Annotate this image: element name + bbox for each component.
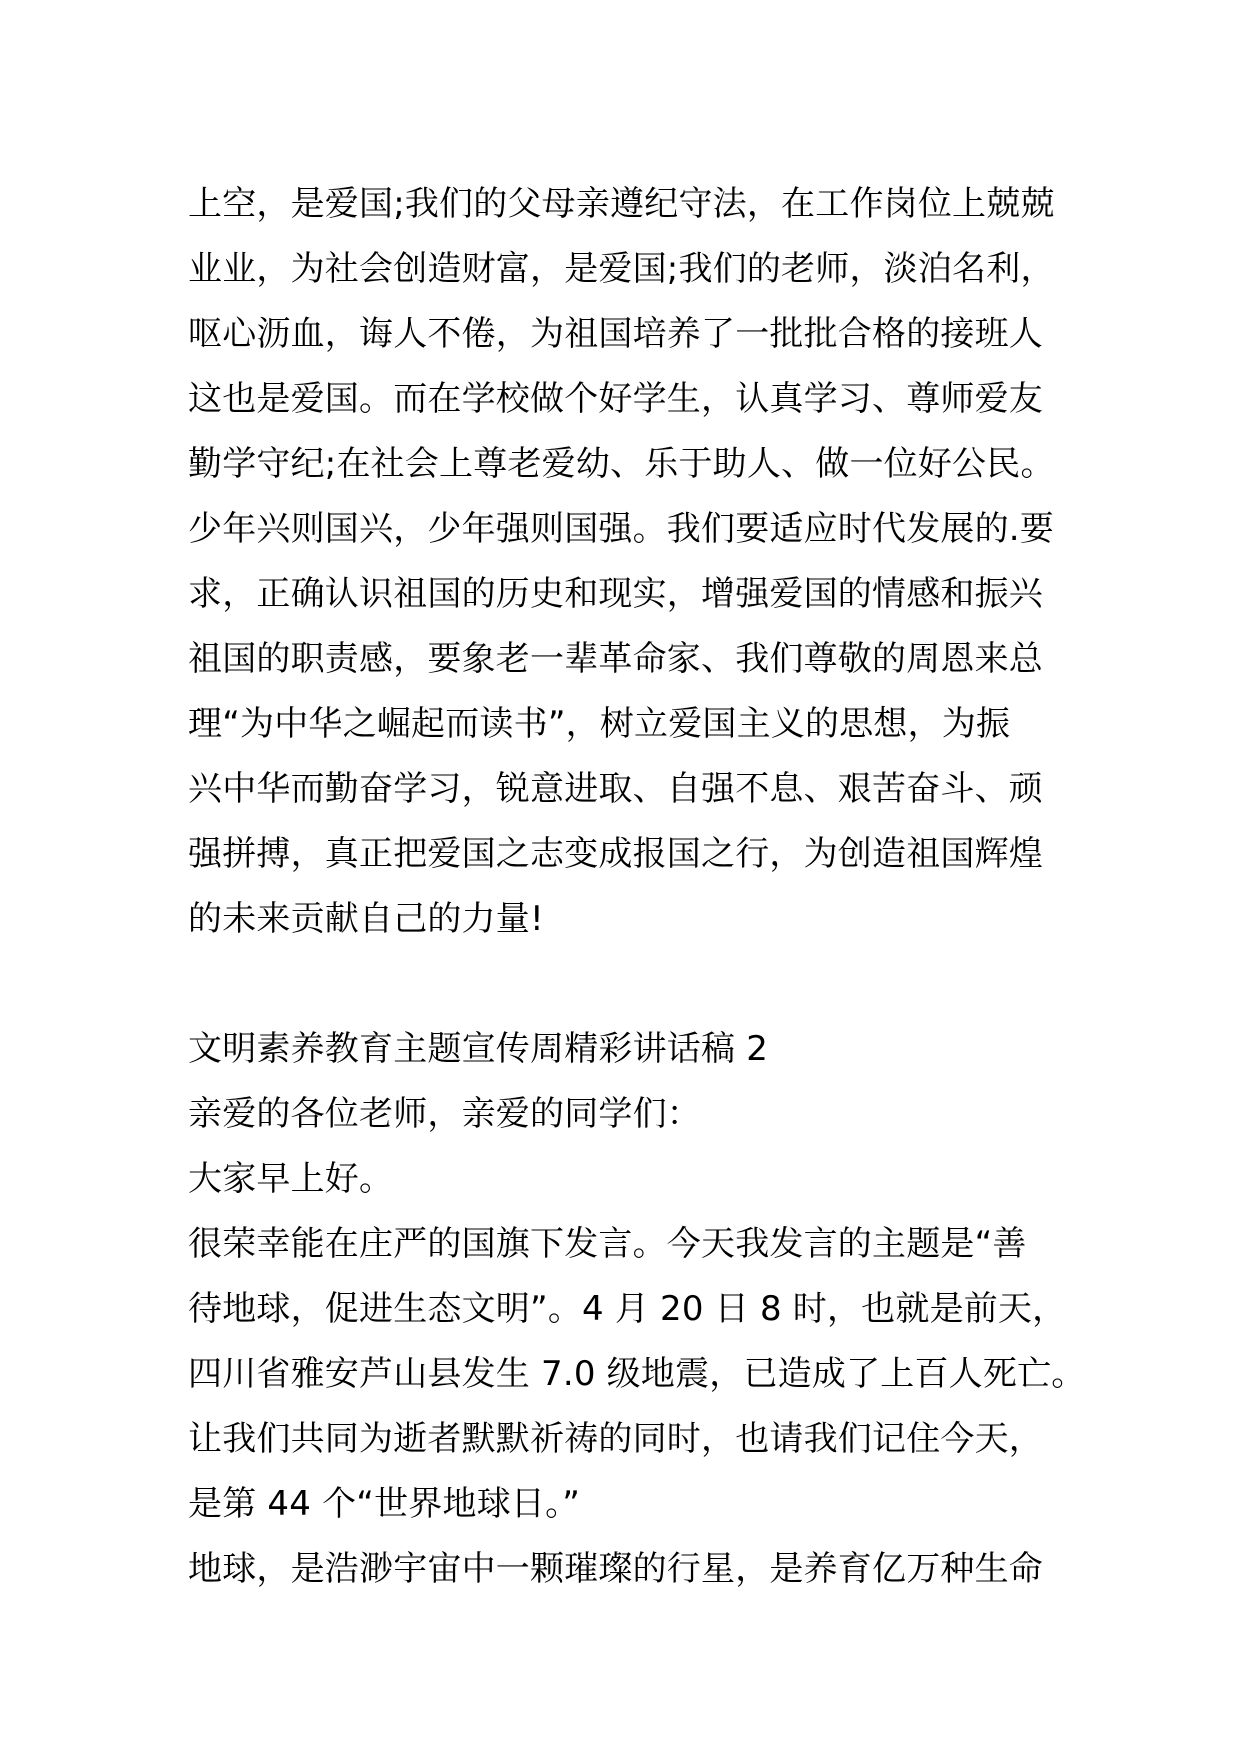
text-line: 待地球，促进生态文明”。4 月 20 日 8 时，也就是前天， xyxy=(188,1289,1067,1329)
text-line: 这也是爱国。而在学校做个好学生，认真学习、尊师爱友 xyxy=(188,379,1043,419)
text-line: 勤学守纪;在社会上尊老爱幼、乐于助人、做一位好公民。 xyxy=(188,444,1055,484)
blank-line xyxy=(188,952,1068,1017)
text-line: 上空，是爱国;我们的父母亲遵纪守法，在工作岗位上兢兢 xyxy=(188,184,1055,224)
document-body xyxy=(188,172,1086,1602)
salutation: 亲爱的各位老师，亲爱的同学们： xyxy=(188,1094,701,1134)
text-line: 求，正确认识祖国的历史和现实，增强爱国的情感和振兴 xyxy=(188,574,1043,614)
paragraph-patriotism-examples xyxy=(188,172,1068,497)
text-line: 少年兴则国兴，少年强则国强。我们要适应时代发展的.要 xyxy=(188,509,1055,549)
section-title: 文明素养教育主题宣传周精彩讲话稿 2 xyxy=(188,1029,769,1069)
paragraph-earth-planet xyxy=(188,1537,1068,1602)
text-line: 四川省雅安芦山县发生 7.0 级地震，已造成了上百人死亡。 xyxy=(188,1354,1086,1394)
text-line: 很荣幸能在庄严的国旗下发言。今天我发言的主题是“善 xyxy=(188,1224,1027,1264)
paragraph-youth-strength xyxy=(188,497,1068,952)
text-line: 的未来贡献自己的力量! xyxy=(188,899,544,939)
text-line: 业业，为社会创造财富，是爱国;我们的老师，淡泊名利， xyxy=(188,249,1055,289)
paragraph-earth-day xyxy=(188,1212,1086,1537)
text-line: 是第 44 个“世界地球日。” xyxy=(188,1484,581,1524)
text-line: 让我们共同为逝者默默祈祷的同时，也请我们记住今天， xyxy=(188,1419,1043,1459)
text-line: 强拼搏，真正把爱国之志变成报国之行，为创造祖国辉煌 xyxy=(188,834,1043,874)
text-line: 祖国的职责感，要象老一辈革命家、我们尊敬的周恩来总 xyxy=(188,639,1043,679)
text-line: 兴中华而勤奋学习，锐意进取、自强不息、艰苦奋斗、顽 xyxy=(188,769,1043,809)
text-line: 理“为中华之崛起而读书”，树立爱国主义的思想，为振 xyxy=(188,704,1011,744)
text-line: 呕心沥血，诲人不倦，为祖国培养了一批批合格的接班人 xyxy=(188,314,1043,354)
text-line: 地球，是浩渺宇宙中一颗璀璨的行星，是养育亿万种生命 xyxy=(188,1549,1043,1589)
greeting: 大家早上好。 xyxy=(188,1159,394,1199)
